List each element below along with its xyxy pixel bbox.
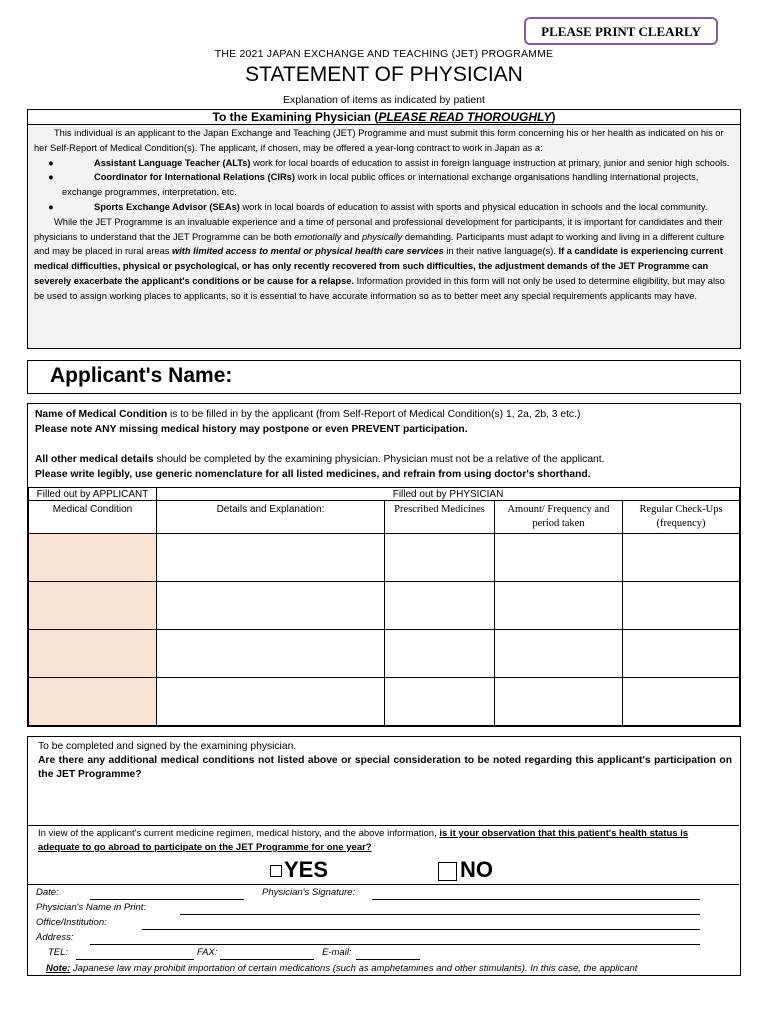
office-label: Office/Institution:	[36, 917, 107, 928]
condition-cell[interactable]	[29, 534, 157, 582]
details-cell[interactable]	[157, 582, 385, 630]
amount-cell[interactable]	[495, 678, 623, 726]
medical-note-2: Please note ANY missing medical history may postpone or even PREVENT participation.	[35, 424, 468, 435]
page-subtitle: Explanation of items as indicated by patient	[283, 94, 485, 106]
details-cell[interactable]	[157, 534, 385, 582]
intro-paragraph-1: This individual is an applicant to the Japan Exchange and Teaching (JET) Programme and must submit this form concerning his or her health as indicated on his or her Self-Report of Medical Condition(s). The applicant, if chosen, may be offered a year-long contract to work in Japan as a:	[34, 128, 724, 153]
table-row	[29, 630, 740, 678]
filled-by-applicant-label: Filled out by APPLICANT	[29, 488, 157, 501]
completion-instruction: To be completed and signed by the examining physician.	[38, 741, 297, 752]
checkups-cell[interactable]	[623, 582, 740, 630]
date-field[interactable]	[90, 899, 244, 900]
medical-conditions-section	[27, 403, 741, 727]
applicant-name-field[interactable]	[27, 360, 741, 394]
checkups-cell[interactable]	[623, 678, 740, 726]
applicant-name-label: Applicant's Name:	[50, 364, 233, 387]
fax-field[interactable]	[220, 959, 314, 960]
importation-note: Note: Japanese law may prohibit importation of certain medications (such as amphetamines and other stimulants). In this case, the applicant	[46, 963, 638, 974]
medical-note-4: Please write legibly, use generic nomenclature for all listed medicines, and refrain from using doctor's shorthand.	[35, 469, 591, 480]
bullet-sea: ● Sports Exchange Advisor (SEAs) work in local boards of education to assist with sports and physical education in schools and the local community.	[48, 201, 708, 212]
divider	[28, 825, 739, 826]
medical-conditions-table	[28, 487, 740, 726]
table-row	[29, 582, 740, 630]
condition-cell[interactable]	[29, 582, 157, 630]
col-prescribed-medicines: Prescribed Medicines	[385, 501, 495, 534]
yes-option[interactable]: YES	[270, 857, 328, 883]
filled-by-physician-label: Filled out by PHYSICIAN	[157, 488, 740, 501]
office-field[interactable]	[142, 929, 700, 930]
condition-cell[interactable]	[29, 678, 157, 726]
name-in-print-field[interactable]	[180, 914, 700, 915]
intro-paragraph-2: While the JET Programme is an invaluable experience and a time of personal and professional development for participants, it is important for candidates and their physicians to understand that the JET Programme can be both emotionally and physically demanding. Participants must adapt to working and living in a different culture and may be placed in rural areas with limited access to mental or physical health care services in their native language(s). If a candidate is experiencing current medical difficulties, physical or psychological, or has only recently recovered from such difficulties, the adjustment demands of the JET Programme can severely exacerbate the applicant's conditions or be cause for a relapse. Information provided in this form will not only be used to determine eligibility, but may also be used to assign working places to applicants, so it is essential to have accurate information so as to better meet any special requirements applicants may have.	[34, 216, 725, 301]
amount-cell[interactable]	[495, 582, 623, 630]
program-name: THE 2021 JAPAN EXCHANGE AND TEACHING (JET) PROGRAMME	[214, 48, 554, 60]
details-cell[interactable]	[157, 630, 385, 678]
please-print-badge: PLEASE PRINT CLEARLY	[524, 17, 718, 45]
date-label: Date:	[36, 887, 59, 898]
divider	[28, 884, 739, 885]
read-thoroughly-emphasis: PLEASE READ THOROUGHLY	[378, 110, 552, 124]
physician-instructions	[27, 109, 741, 349]
amount-cell[interactable]	[495, 534, 623, 582]
table-row	[29, 678, 740, 726]
email-field[interactable]	[356, 959, 420, 960]
tel-field[interactable]	[76, 959, 194, 960]
medicines-cell[interactable]	[385, 534, 495, 582]
col-details: Details and Explanation:	[157, 501, 385, 534]
col-check-ups: Regular Check-Ups (frequency)	[623, 501, 740, 534]
medicines-cell[interactable]	[385, 678, 495, 726]
physician-consideration-section	[27, 736, 741, 976]
medical-note-3: All other medical details should be completed by the examining physician. Physician must not be a relative of the applicant.	[35, 454, 605, 465]
additional-conditions-question: Are there any additional medical conditions not listed above or special consideration to be noted regarding this applicant's participation on the JET Programme?	[38, 755, 732, 780]
yes-checkbox[interactable]	[270, 865, 282, 877]
checkups-cell[interactable]	[623, 630, 740, 678]
email-label: E-mail:	[322, 947, 352, 958]
tel-label: TEL:	[48, 947, 69, 958]
signature-label: Physician's Signature:	[262, 887, 356, 898]
page-title: STATEMENT OF PHYSICIAN	[245, 63, 523, 86]
table-row	[29, 534, 740, 582]
signature-field[interactable]	[372, 899, 700, 900]
col-medical-condition: Medical Condition	[29, 501, 157, 534]
details-cell[interactable]	[157, 678, 385, 726]
fax-label: FAX:	[197, 947, 218, 958]
condition-cell[interactable]	[29, 630, 157, 678]
medical-note-1: Name of Medical Condition is to be filled in by the applicant (from Self-Report of Medical Condition(s) 1, 2a, 2b, 3 etc.)	[35, 409, 581, 420]
address-label: Address:	[36, 932, 74, 943]
instructions-heading: To the Examining Physician (PLEASE READ THOROUGHLY)	[28, 110, 740, 125]
bullet-alt: ● Assistant Language Teacher (ALTs) work for local boards of education to assist in foreign language instruction at primary, junior and senior high schools.	[48, 157, 730, 168]
checkups-cell[interactable]	[623, 534, 740, 582]
no-checkbox[interactable]	[438, 862, 457, 881]
medicines-cell[interactable]	[385, 582, 495, 630]
address-field[interactable]	[90, 944, 700, 945]
no-option[interactable]: NO	[438, 857, 493, 883]
medicines-cell[interactable]	[385, 630, 495, 678]
health-status-question: In view of the applicant's current medicine regimen, medical history, and the above information, is it your observation that this patient's health status is adequate to go abroad to participate on the JET Programme for one year?	[38, 828, 689, 853]
amount-cell[interactable]	[495, 630, 623, 678]
bullet-cir: ● Coordinator for International Relations (CIRs) work in local public offices or international exchange organisations handling international projects, exchange programmes, interpretation, etc.	[48, 172, 699, 198]
additional-conditions-answer[interactable]	[38, 779, 732, 823]
col-amount-frequency: Amount/ Frequency and period taken	[495, 501, 623, 534]
name-in-print-label: Physician's Name in Print:	[36, 902, 147, 913]
